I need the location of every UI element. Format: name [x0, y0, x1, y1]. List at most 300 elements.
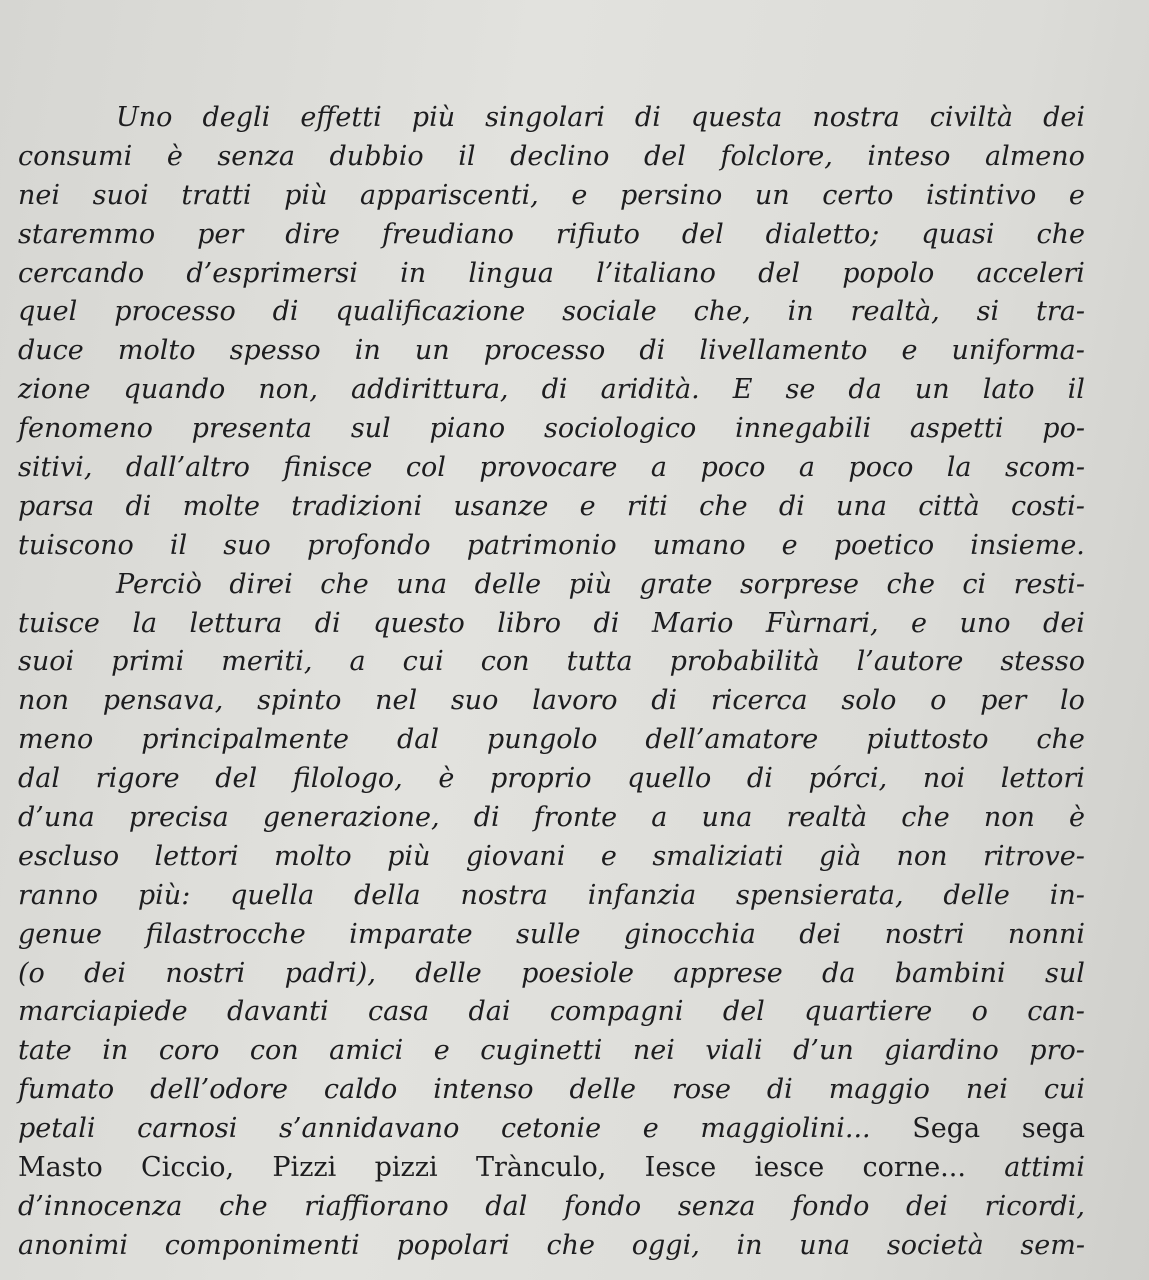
word: dei: [84, 957, 127, 989]
word: riti: [626, 490, 668, 522]
word: libro: [497, 607, 561, 639]
word: s’annidavano: [279, 1113, 460, 1145]
word: per: [197, 218, 244, 250]
word: in: [102, 1035, 129, 1067]
word: riaffiorano: [304, 1190, 449, 1222]
word: del: [758, 257, 801, 289]
word: quartiere: [804, 996, 933, 1028]
word: dell’amatore: [645, 724, 819, 756]
word: più:: [137, 879, 191, 911]
word: a: [349, 646, 366, 678]
word: giardino: [884, 1035, 999, 1067]
text-line: [18, 293, 1085, 332]
text-line: [18, 1110, 1085, 1149]
word: fondo: [564, 1190, 642, 1222]
word: giovani: [465, 840, 566, 872]
word: fronte: [533, 802, 618, 834]
text-line: [18, 410, 1085, 449]
word: filastrocche: [145, 918, 306, 950]
word: delle: [943, 879, 1010, 911]
word: aspetti: [909, 413, 1004, 445]
word: pungolo: [486, 724, 598, 756]
word: qualificazione: [335, 296, 526, 328]
word: maggio: [828, 1074, 930, 1106]
word: persino: [619, 179, 723, 211]
word: poco: [848, 452, 914, 484]
word: un: [914, 374, 950, 406]
word: E: [732, 374, 753, 406]
word: e: [901, 335, 918, 367]
word: popolari: [396, 1229, 510, 1261]
word: più: [284, 179, 328, 211]
text-line: [18, 955, 1085, 994]
word: non: [896, 840, 948, 872]
word: Ciccio,: [141, 1152, 235, 1184]
word: rifiuto: [555, 218, 640, 250]
word: che: [901, 802, 950, 834]
word: certo: [822, 179, 894, 211]
word: umano: [652, 529, 746, 561]
word: in: [787, 296, 814, 328]
word: ranno: [18, 879, 99, 911]
word: d’una: [18, 802, 95, 834]
text-line: [18, 177, 1085, 216]
word: questa: [690, 102, 783, 133]
word: freudiano: [381, 218, 514, 250]
word: cetonie: [500, 1113, 602, 1145]
word: in: [354, 335, 381, 367]
word: generazione,: [262, 802, 440, 834]
word: costi-: [1011, 490, 1085, 522]
word: di: [651, 685, 678, 717]
text-line: [18, 566, 1085, 605]
word: di: [314, 607, 341, 639]
word: tra-: [1036, 296, 1085, 328]
word: rigore: [95, 763, 180, 795]
word: non: [983, 802, 1035, 834]
word: noi: [922, 763, 966, 795]
word: che: [1036, 218, 1085, 250]
word: realtà: [786, 802, 868, 834]
word: effetti: [300, 102, 382, 133]
word: questo: [373, 607, 465, 639]
word: e: [781, 529, 798, 561]
word: quel: [18, 296, 78, 328]
word: lettura: [189, 607, 283, 639]
word: petali: [18, 1113, 96, 1145]
word: parsa: [18, 490, 95, 522]
word: patrimonio: [466, 529, 617, 561]
word: meno: [18, 724, 94, 756]
word: presenta: [191, 413, 312, 445]
word: cercando: [18, 257, 145, 289]
word: dire: [285, 218, 341, 250]
word: primi: [111, 646, 185, 678]
word: zione: [18, 374, 91, 406]
word: proprio: [489, 763, 592, 795]
word: tratti: [181, 179, 252, 211]
word: quando: [123, 374, 226, 406]
word: e: [1068, 179, 1085, 211]
word: molte: [182, 490, 260, 522]
word: declino: [510, 140, 610, 172]
word: istintivo: [925, 179, 1037, 211]
word: più: [411, 102, 456, 133]
word: consumi: [18, 140, 133, 172]
word: oggi,: [631, 1229, 700, 1261]
word: e: [579, 490, 596, 522]
word: genue: [18, 918, 103, 950]
word: scom-: [1005, 452, 1085, 484]
word: poco: [700, 452, 766, 484]
word: folclore,: [720, 140, 833, 172]
word: Mario: [651, 607, 734, 639]
word: finisce: [283, 452, 373, 484]
word: nei: [965, 1074, 1008, 1106]
word: di: [272, 296, 299, 328]
word: smaliziati: [652, 840, 784, 872]
word: molto: [274, 840, 352, 872]
word: poesiole: [521, 957, 634, 989]
word: attimi: [1004, 1152, 1085, 1184]
word: grate: [639, 568, 713, 600]
word: tradizioni: [291, 490, 423, 522]
word: dei: [799, 918, 842, 950]
word: a: [650, 452, 667, 484]
word: già: [819, 840, 862, 872]
word: una: [836, 490, 887, 522]
word: acceleri: [976, 257, 1085, 289]
word: poetico: [833, 529, 935, 561]
word: davanti: [226, 996, 329, 1028]
word: che,: [693, 296, 751, 328]
word: lo: [1060, 685, 1085, 717]
word: piuttosto: [866, 724, 989, 756]
word: di: [473, 802, 500, 834]
word: del: [722, 996, 765, 1028]
word: maggiolini...: [700, 1113, 871, 1145]
word: e: [642, 1113, 659, 1145]
word: coro: [158, 1035, 220, 1067]
word: senza: [217, 140, 295, 172]
word: una: [396, 568, 448, 600]
word: dei: [906, 1190, 948, 1222]
word: aridità.: [600, 374, 700, 406]
word: lingua: [468, 257, 554, 289]
word: società: [886, 1229, 984, 1261]
word: lavoro: [532, 685, 618, 717]
word: componimenti: [164, 1229, 360, 1261]
word: Pizzi: [272, 1152, 337, 1184]
word: del: [681, 218, 724, 250]
word: sega: [1021, 1113, 1085, 1145]
word: è: [438, 763, 455, 795]
word: carnosi: [137, 1113, 238, 1145]
word: città: [918, 490, 980, 522]
word: dei: [1043, 102, 1085, 133]
word: padri),: [284, 957, 376, 989]
word: d’innocenza: [18, 1190, 183, 1222]
text-line: [18, 605, 1085, 644]
word: senza: [677, 1190, 756, 1222]
word: che: [546, 1229, 596, 1261]
word: sulle: [515, 918, 581, 950]
text-line: [18, 1032, 1085, 1071]
word: ritrove-: [982, 840, 1085, 872]
word: a: [798, 452, 815, 484]
word: di: [541, 374, 568, 406]
word: o: [930, 685, 947, 717]
word: di: [639, 335, 666, 367]
word: lettori: [1000, 763, 1085, 795]
word: filologo,: [292, 763, 403, 795]
word: livellamento: [699, 335, 868, 367]
word: spinto: [257, 685, 342, 717]
word: a: [651, 802, 668, 834]
word: che: [219, 1190, 268, 1222]
word: si: [976, 296, 1000, 328]
word: la: [132, 607, 158, 639]
word: ginocchia: [623, 918, 756, 950]
text-line: [18, 216, 1085, 255]
word: nel: [375, 685, 418, 717]
word: più: [387, 840, 431, 872]
word: e: [433, 1035, 450, 1067]
word: nonni: [1007, 918, 1085, 950]
word: dall’altro: [125, 452, 250, 484]
word: principalmente: [141, 724, 349, 756]
word: l’italiano: [596, 257, 716, 289]
word: fondo: [792, 1190, 870, 1222]
word: casa: [367, 996, 430, 1028]
word: probabilità: [669, 646, 820, 678]
word: direi: [229, 568, 293, 600]
word: suoi: [18, 646, 75, 678]
word: processo: [483, 335, 606, 367]
word: nostri: [165, 957, 246, 989]
word: corne...: [862, 1152, 966, 1184]
word: in-: [1049, 879, 1085, 911]
word: degli: [202, 102, 271, 133]
word: suo: [223, 529, 271, 561]
word: del: [215, 763, 258, 795]
word: appariscenti,: [360, 179, 539, 211]
word: di: [766, 1074, 793, 1106]
word: dialetto;: [765, 218, 880, 250]
text-line: [18, 527, 1085, 566]
word: bambini: [894, 957, 1006, 989]
word: d’un: [793, 1035, 854, 1067]
word: che: [699, 490, 748, 522]
word: delle: [415, 957, 482, 989]
word: quasi: [921, 218, 995, 250]
text-line: [18, 1188, 1085, 1227]
text-line: [18, 721, 1085, 760]
text-line: [18, 255, 1085, 294]
word: ricordi,: [984, 1190, 1085, 1222]
word: non,: [258, 374, 318, 406]
word: il: [458, 140, 476, 172]
word: uno: [959, 607, 1011, 639]
word: staremmo: [18, 218, 156, 250]
word: dal: [18, 763, 61, 795]
word: un: [754, 179, 790, 211]
word: dei: [1043, 607, 1085, 639]
word: ricerca: [710, 685, 808, 717]
word: un: [414, 335, 450, 367]
word: dell’odore: [150, 1074, 288, 1106]
word: fumato: [18, 1074, 115, 1106]
word: suoi: [92, 179, 149, 211]
word: suo: [450, 685, 499, 717]
word: profondo: [306, 529, 431, 561]
word: se: [785, 374, 816, 406]
word: inteso: [867, 140, 951, 172]
word: e: [600, 840, 617, 872]
word: sorprese: [739, 568, 859, 600]
word: che: [886, 568, 935, 600]
text-line: [18, 488, 1085, 527]
word: ci: [962, 568, 987, 600]
text-line: [18, 916, 1085, 955]
word: spensierata,: [736, 879, 904, 911]
word: processo: [114, 296, 236, 328]
word: quella: [230, 879, 315, 911]
word: sul: [1045, 957, 1085, 989]
word: Iesce: [644, 1152, 717, 1184]
word: sul: [350, 413, 391, 445]
word: dal: [396, 724, 439, 756]
word: da: [848, 374, 882, 406]
text-line: [18, 1149, 1085, 1188]
text-line: [18, 99, 1085, 138]
word: popolo: [842, 257, 935, 289]
word: la: [946, 452, 972, 484]
word: innegabili: [735, 413, 872, 445]
word: sociologico: [544, 413, 697, 445]
word: rose: [671, 1074, 731, 1106]
word: una: [701, 802, 753, 834]
text-line: [18, 682, 1085, 721]
word: tuisce: [18, 607, 100, 639]
text-line: [18, 877, 1085, 916]
word: nostra: [460, 879, 548, 911]
word: sociale: [562, 296, 657, 328]
word: viali: [705, 1035, 763, 1067]
word: della: [354, 879, 421, 911]
word: tutta: [566, 646, 633, 678]
word: piano: [429, 413, 506, 445]
word: cuginetti: [480, 1035, 603, 1067]
word: è: [1069, 802, 1085, 834]
text-line: [18, 138, 1085, 177]
word: infanzia: [587, 879, 697, 911]
word: delle: [569, 1074, 637, 1106]
word: quello: [627, 763, 712, 795]
word: pensava,: [102, 685, 224, 717]
word: nei: [18, 179, 61, 211]
word: molto: [117, 335, 196, 367]
word: e: [571, 179, 588, 211]
word: d’esprimersi: [186, 257, 358, 289]
word: in: [736, 1229, 763, 1261]
word: con: [249, 1035, 299, 1067]
word: insieme.: [970, 529, 1085, 561]
text-line: [18, 799, 1085, 838]
word: intenso: [433, 1074, 534, 1106]
word: anonimi: [18, 1229, 129, 1261]
book-page-text: [18, 99, 1085, 1266]
word: in: [400, 257, 427, 289]
word: solo: [841, 685, 897, 717]
word: o: [971, 996, 988, 1028]
word: dubbio: [329, 140, 424, 172]
word: addirittura,: [351, 374, 509, 406]
word: Perciò: [116, 568, 202, 600]
word: meriti,: [221, 646, 313, 678]
word: pórci,: [808, 763, 888, 795]
word: realtà,: [850, 296, 940, 328]
word: cui: [1043, 1074, 1085, 1106]
word: tate: [18, 1035, 72, 1067]
word: Masto: [18, 1152, 103, 1184]
word: di: [746, 763, 773, 795]
word: imparate: [349, 918, 473, 950]
word: amici: [329, 1035, 404, 1067]
word: provocare: [479, 452, 618, 484]
text-line: [18, 838, 1085, 877]
word: che: [1036, 724, 1085, 756]
word: cui: [402, 646, 444, 678]
word: can-: [1027, 996, 1085, 1028]
word: caldo: [323, 1074, 398, 1106]
word: escluso: [18, 840, 120, 872]
word: fenomeno: [18, 413, 153, 445]
word: marciapiede: [18, 996, 188, 1028]
text-line: [18, 1071, 1085, 1110]
word: compagni: [549, 996, 684, 1028]
word: non: [18, 685, 70, 717]
word: nostra: [812, 102, 900, 133]
word: pizzi: [374, 1152, 438, 1184]
word: che: [320, 568, 369, 600]
word: spesso: [229, 335, 321, 367]
word: civiltà: [929, 102, 1014, 133]
word: Fùrnari,: [765, 607, 879, 639]
word: e: [911, 607, 928, 639]
word: Sega: [912, 1113, 981, 1145]
text-line: [18, 332, 1085, 371]
word: po-: [1042, 413, 1085, 445]
word: di: [125, 490, 152, 522]
word: del: [643, 140, 686, 172]
word: Trànculo,: [475, 1152, 607, 1184]
word: almeno: [984, 140, 1085, 172]
word: tuiscono: [18, 529, 134, 561]
word: Uno: [116, 102, 173, 133]
word: con: [480, 646, 530, 678]
word: duce: [18, 335, 84, 367]
word: usanze: [453, 490, 549, 522]
word: nei: [632, 1035, 675, 1067]
word: sem-: [1020, 1229, 1085, 1261]
word: più: [568, 568, 612, 600]
word: precisa: [128, 802, 229, 834]
word: sitivi,: [18, 452, 93, 484]
word: delle: [474, 568, 542, 600]
word: il: [1067, 374, 1085, 406]
word: nostri: [884, 918, 965, 950]
